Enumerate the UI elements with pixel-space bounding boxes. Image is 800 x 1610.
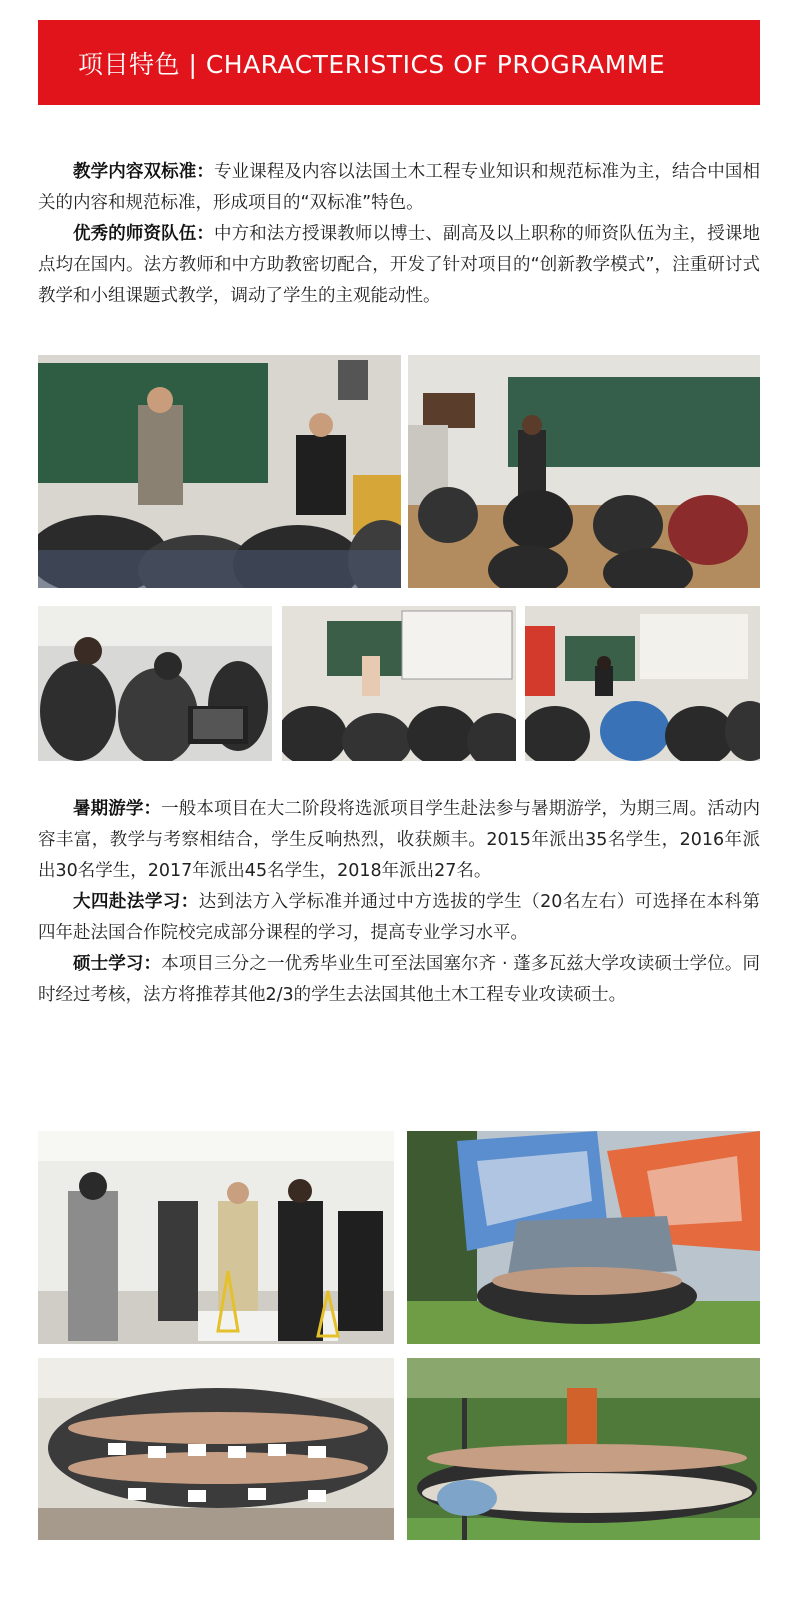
banner-title: 项目特色 | CHARACTERISTICS OF PROGRAMME [78, 49, 666, 79]
classroom-photo-projector [282, 606, 516, 761]
paragraph-senior-year [38, 887, 760, 949]
section-banner [38, 20, 760, 105]
classroom-photo-blackboard [408, 355, 760, 588]
paragraph-text: 一般本项目在大二阶段将选派项目学生赴法参与暑期游学，为期三周。活动内容丰富，教学与考察相结合，学生反响热烈，收获颇丰。2015年派出35名学生，2016年派出30名学生，2017年派出45名学生，2018年派出27名。 [38, 799, 760, 881]
group-photo-certificates [38, 1358, 394, 1540]
classroom-photo-presentation [525, 606, 760, 761]
paragraph-label: 大四赴法学习： [73, 892, 199, 912]
paragraph-text: 本项目三分之一优秀毕业生可至法国塞尔齐 · 蓬多瓦兹大学攻读硕士学位。同时经过考核，法方将推荐其他2/3的学生去法国其他土木工程专业攻读硕士。 [38, 954, 761, 1005]
paragraph-text: 中方和法方授课教师以博士、副高及以上职称的师资队伍为主，授课地点均在国内。法方教师和中方助教密切配合，开发了针对项目的“创新教学模式”，注重研讨式教学和小组课题式教学，调动了学生的主观能动性。 [38, 224, 761, 306]
paragraph-faculty [38, 219, 760, 312]
classroom-photo-lecture [38, 355, 401, 588]
paragraph-dual-standard [38, 157, 760, 219]
paragraph-label: 暑期游学： [73, 799, 162, 819]
study-abroad-text [38, 794, 760, 1011]
paragraph-label: 硕士学习： [73, 954, 162, 974]
paragraph-master [38, 949, 760, 1011]
group-photo-fondation [407, 1131, 760, 1344]
paragraph-text: 达到法方入学标准并通过中方选拔的学生（20名左右）可选择在本科第四年赴法国合作院校完成部分课程的学习，提高专业学习水平。 [38, 892, 760, 943]
group-photo-campus [407, 1358, 760, 1540]
group-photo-workshop [38, 1131, 394, 1344]
paragraph-label: 优秀的师资队伍： [73, 224, 214, 244]
paragraph-label: 教学内容双标准： [73, 162, 214, 182]
paragraph-summer-study [38, 794, 760, 887]
features-text [38, 157, 760, 312]
paragraph-text: 专业课程及内容以法国土木工程专业知识和规范标准为主，结合中国相关的内容和规范标准，形成项目的“双标准”特色。 [38, 162, 761, 213]
classroom-photo-laptop [38, 606, 272, 761]
